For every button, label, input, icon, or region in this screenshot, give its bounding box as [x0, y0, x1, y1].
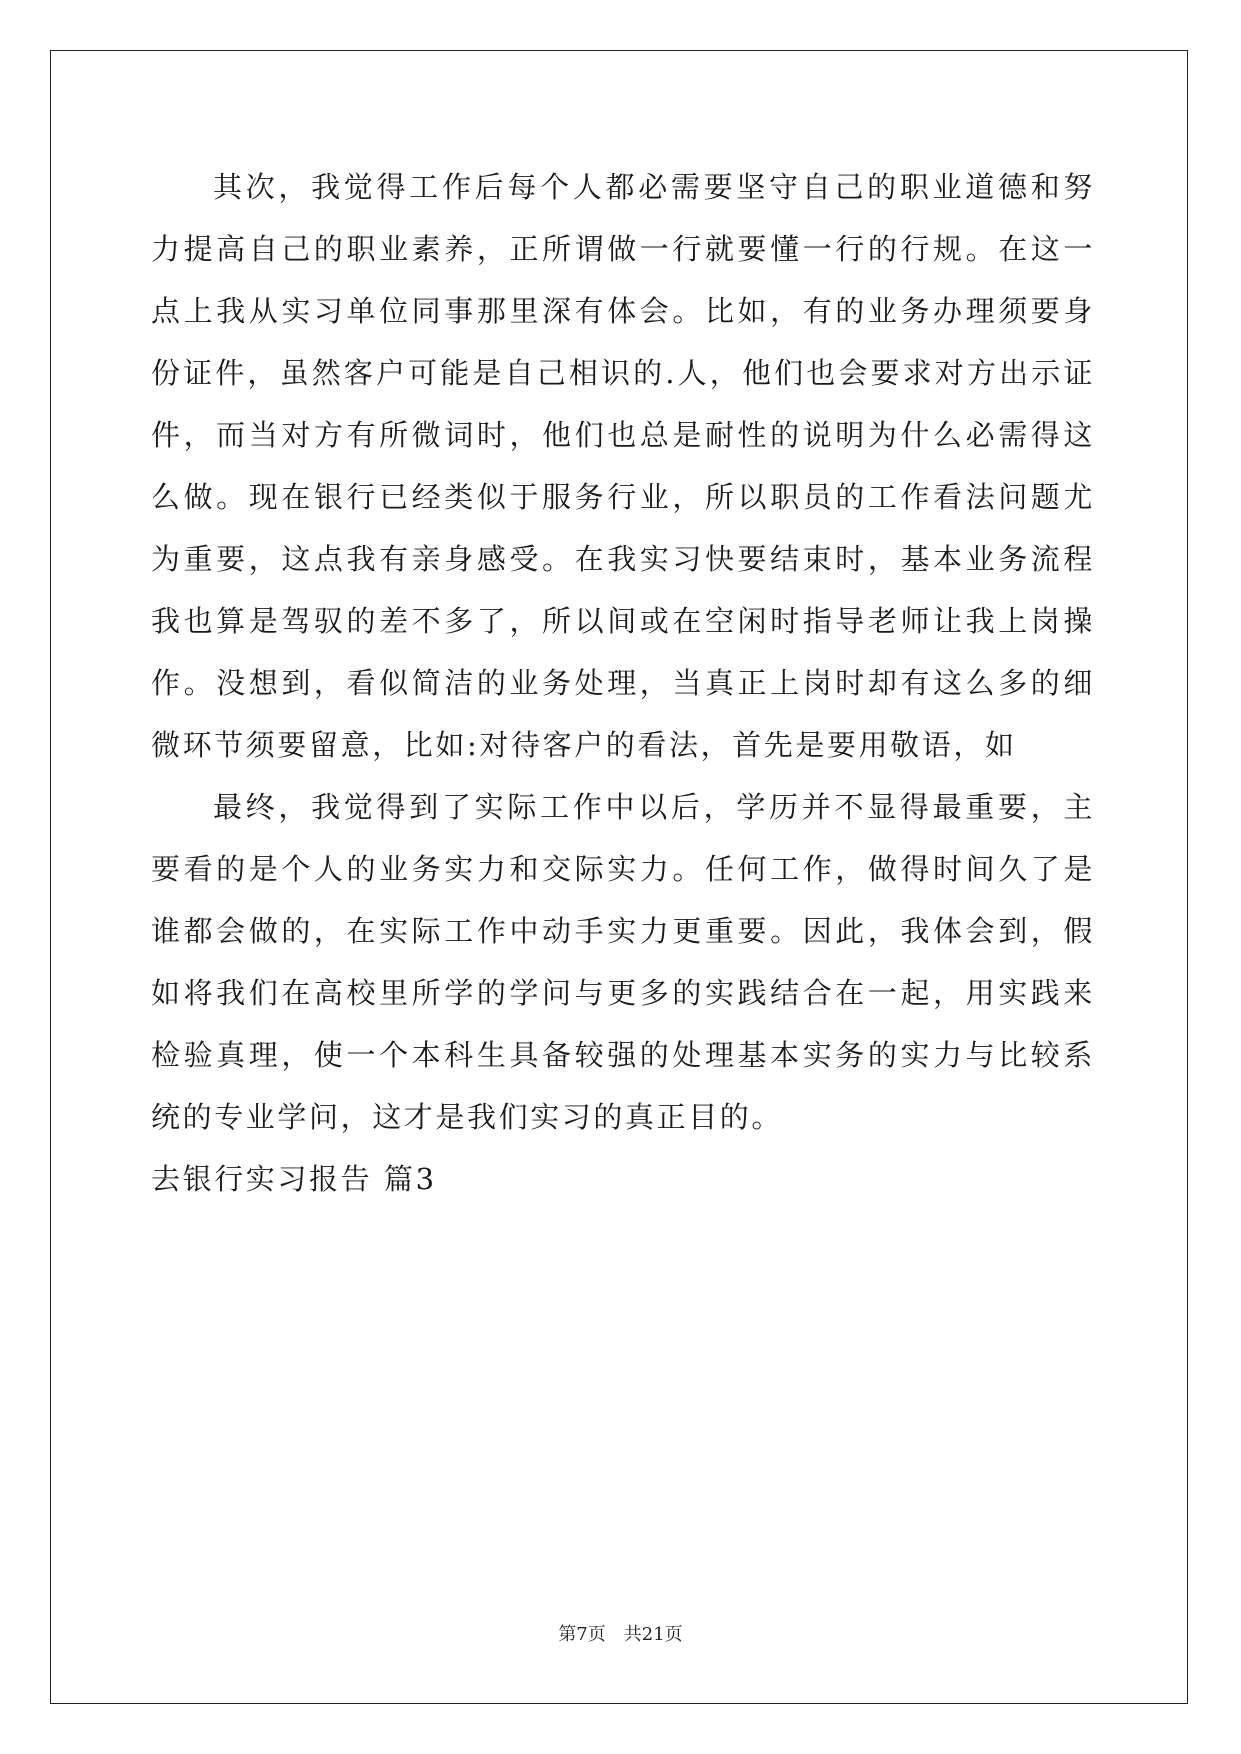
page-number: 第7页 共21页 [558, 1624, 683, 1645]
section-heading: 去银行实习报告 篇3 [151, 1162, 437, 1196]
paragraph-professional-ethics: 其次，我觉得工作后每个人都必需要坚守自己的职业道德和努力提高自己的职业素养，正所谓做一行就要懂一行的行规。在这一点上我从实习单位同事那里深有体会。比如，有的业务办理须要身份证件，虽然客户可能是自己相识的.人，他们也会要求对方出示证件，而当对方有所微词时，他们也总是耐性的说明为什么必需得这么做。现在银行已经类似于服务行业，所以职员的工作看法问题尤为重要，这点我有亲身感受。在我实习快要结束时，基本业务流程我也算是驾驭的差不多了，所以间或在空闲时指导老师让我上岗操作。没想到，看似简洁的业务处理，当真正上岗时却有这么多的细微环节须要留意，比如:对待客户的看法，首先是要用敬语，如 [151, 170, 1095, 762]
document-body [151, 156, 1095, 1210]
page-footer [0, 1620, 1241, 1646]
paragraph-conclusion: 最终，我觉得到了实际工作中以后，学历并不显得最重要，主要看的是个人的业务实力和交际实力。任何工作，做得时间久了是谁都会做的，在实际工作中动手实力更重要。因此，我体会到，假如将我们在高校里所学的学问与更多的实践结合在一起，用实践来检验真理，使一个本科生具备较强的处理基本实务的实力与比较系统的专业学问，这才是我们实习的真正目的。 [151, 790, 1095, 1134]
